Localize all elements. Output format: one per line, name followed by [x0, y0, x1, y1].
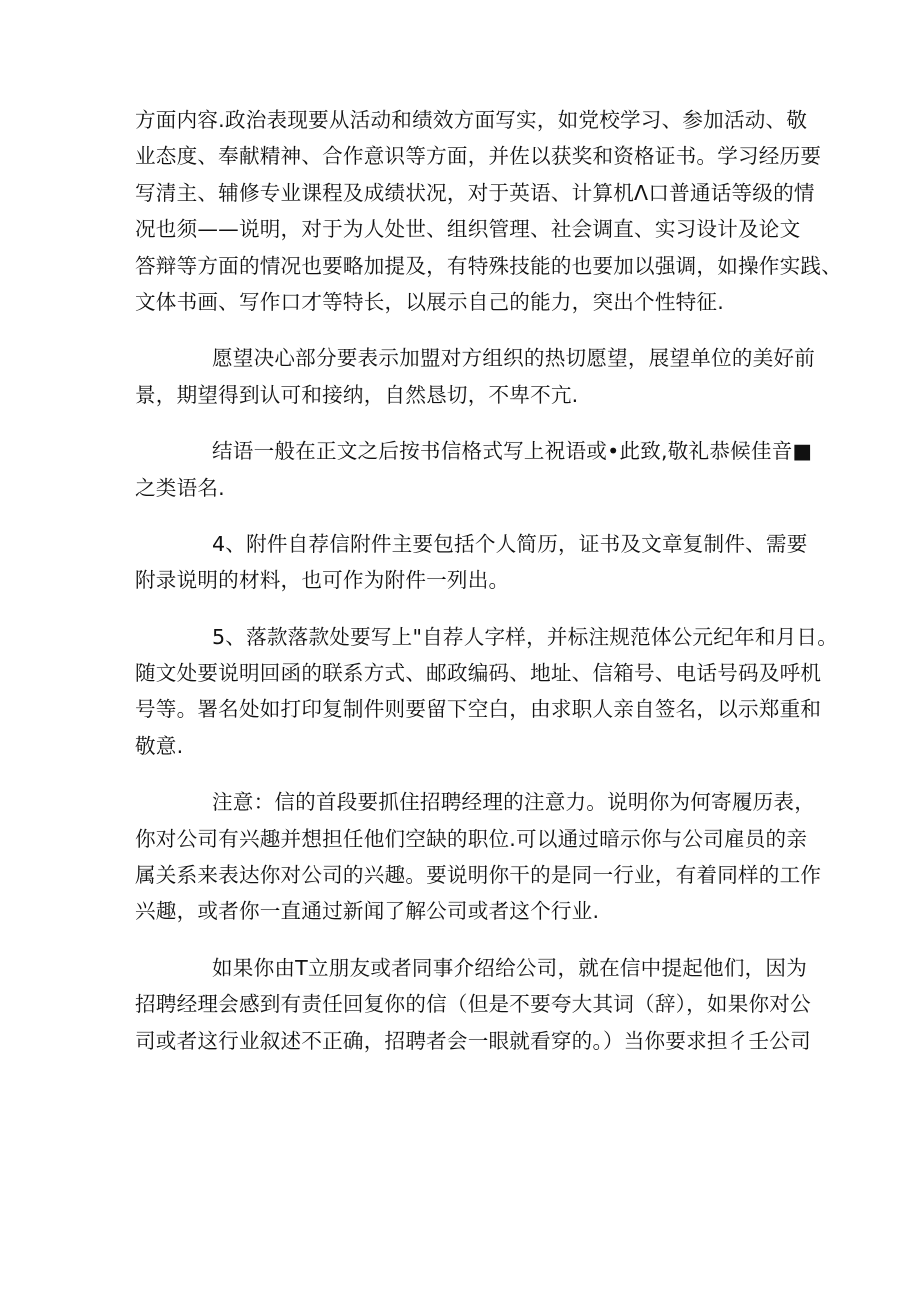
text-line: 司或者这行业叙述不正确，招聘者会一眼就看穿的。）当你要求担彳壬公司 [135, 1028, 811, 1053]
paragraph-aspiration [135, 340, 816, 413]
paragraph-note [135, 784, 822, 930]
paragraph-qualifications [135, 102, 842, 320]
text-line: 答辩等方面的情况也要略加提及，有特殊技能的也要加以强调，如操作实践、 [135, 253, 842, 278]
text-line: 附录说明的材料，也可作为附件一列出。 [135, 568, 510, 593]
text-line: 敬意. [135, 733, 184, 758]
text-line: 随文处要说明回函的联系方式、邮政编码、地址、信箱号、电话号码及呼机 [135, 661, 822, 686]
text-line: 5、落款落款处要写上"自荐人字样，并标注规范体公元纪年和月日。 [212, 624, 838, 649]
text-line: 之类语名. [135, 475, 225, 500]
paragraph-signature [135, 619, 838, 765]
text-line: 招聘经理会感到有责任回复你的信（但是不要夸大其词（辞），如果你对公 [135, 992, 811, 1017]
text-line: 景，期望得到认可和接纳，自然恳切，不卑不亢. [135, 382, 579, 407]
text-line: 兴趣，或者你一直通过新闻了解公司或者这个行业. [135, 899, 600, 924]
text-line: 结语一般在正文之后按书信格式写上祝语或•此致,敬礼恭候佳音■ [212, 439, 813, 464]
text-line: 写清主、辅修专业课程及成绩状况，对于英语、计算机Λ口普通话等级的情 [135, 180, 815, 205]
text-line: 业态度、奉献精神、合作意识等方面，并佐以获奖和资格证书。学习经历要 [135, 144, 822, 169]
text-line: 号等。署名处如打印复制件则要留下空白，由求职人亲自签名，以示郑重和 [135, 697, 822, 722]
text-line: 方面内容.政治表现要从活动和绩效方面写实，如党校学习、参加活动、敬 [135, 108, 808, 132]
text-line: 属关系来表达你对公司的兴趣。要说明你干的是同一行业，有着同样的工作 [135, 863, 822, 888]
paragraph-closing [135, 433, 813, 506]
text-line: 况也须——说明，对于为人处世、组织管理、社会调直、实习设计及论文 [135, 217, 801, 242]
text-line: 文体书画、写作口才等特长，以展示自己的能力，突出个性特征. [135, 289, 724, 314]
text-line: 愿望决心部分要表示加盟对方组织的热切愿望，展望单位的美好前 [212, 346, 816, 371]
paragraph-referral [135, 950, 811, 1059]
paragraph-attachments [135, 526, 808, 599]
text-line: 注意：信的首段要抓住招聘经理的注意力。说明你为何寄履历表， [212, 790, 816, 815]
text-line: 4、附件自荐信附件主要包括个人简历，证书及文章复制件、需要 [212, 531, 808, 556]
text-line: 你对公司有兴趣并想担任他们空缺的职位.可以通过暗示你与公司雇员的亲 [135, 826, 808, 851]
text-line: 如果你由T立朋友或者同事介绍给公司，就在信中提起他们，因为 [212, 955, 808, 980]
document-page [135, 102, 842, 1079]
